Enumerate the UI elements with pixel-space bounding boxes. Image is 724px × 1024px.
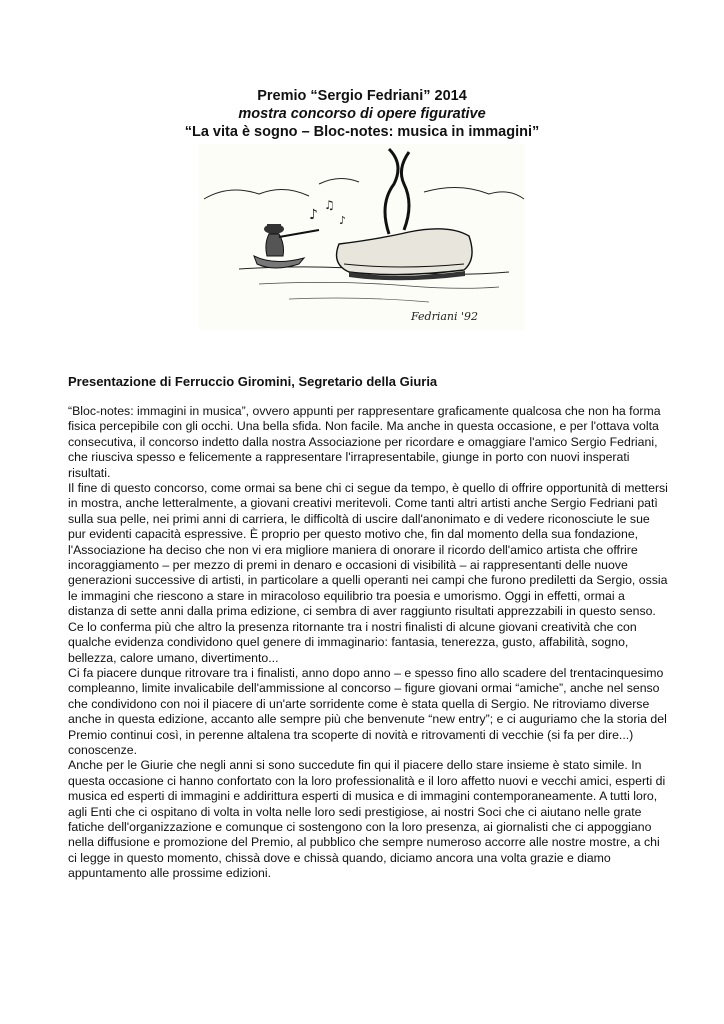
paragraph-4: Ci fa piacere dunque ritrovare tra i finalisti, anno dopo anno – e spesso fino allo scadere del trentacinquesimo compleanno, limite invalicabile dell'ammissione al concorso – figure giovani ormai “amiche”, anche nel senso che condividono con noi il piacere di un'arte sorridente come è stata quella di Sergio. Ne ritroviamo diverse anche in questa edizione, accanto alle sempre più che benvenute “new entry”; e ci auguriamo che la storia del Premio continui così, in perenne altalena tra scoperte di novità e ritrovamenti di vecchie (si fa per dire...) conoscenze. (68, 665, 667, 757)
cartoon-illustration (199, 144, 525, 330)
paragraph-1: “Bloc-notes: immagini in musica”, ovvero appunti per rappresentare graficamente qualcosa che non ha forma fisica percepibile con gli occhi. Una bella sfida. Non facile. Ma anche in questa occasione, e per l'ottava volta consecutiva, il concorso indetto dalla nostra Associazione per ricordare e omaggiare l'amico Sergio Fedriani, che riusciva spesso e felicemente a rappresentare l'irrapresentabile, giunge in porto con nuovi insperati risultati. (68, 404, 661, 480)
svg-text:♪: ♪ (309, 207, 318, 223)
section-heading: Presentazione di Ferruccio Giromini, Segretario della Giuria (68, 374, 438, 389)
paragraph-2: Il fine di questo concorso, come ormai sa bene chi ci segue da tempo, è quello di offrire opportunità di mettersi in mostra, anche letteralmente, a giovani creativi meritevoli. Come tanti altri artisti anche Sergio Fedriani patì sulla sua pelle, nei primi anni di carriera, le difficoltà di uscire dall'anonimato e di vedere riconosciute le sue pur evidenti capacità espressive. È proprio per questo motivo che, fin dal momento della sua fondazione, l'Associazione ha deciso che non vi era migliore maniera di onorare il ricordo dell'amico artista che offrire incoraggiamento – per mezzo di premi in denaro e occasioni di visibilità – ai rappresentanti delle nuove generazioni successive di artisti, in particolare a quelli operanti nei campi che furono prediletti da Sergio, ossia le immagini che riescono a stare in miracoloso equilibrio tra poesia e umorismo. Oggi in effetti, ormai a distanza di sette anni dalla prima edizione, ci sembra di aver raggiunto risultati apprezzabili in questo senso. (68, 481, 668, 619)
title-line-3: “La vita è sogno – Bloc-notes: musica in immagini” (184, 124, 540, 140)
document-title-block (0, 87, 724, 141)
paragraph-3: Ce lo conferma più che altro la presenza ritornante tra i nostri finalisti di alcune giovani creatività che con qualche evidenza condividono quel genere di immaginario: fantasia, tenerezza, gusto, affabilità, sogno, bellezza, calore umano, divertimento... (68, 619, 637, 665)
title-line-2: mostra concorso di opere figurative (238, 106, 486, 122)
svg-text:♫: ♫ (324, 198, 335, 212)
paragraph-5: Anche per le Giurie che negli anni si sono succedute fin qui il piacere dello stare insieme è stato simile. In questa occasione ci hanno confortato con la loro professionalità e il loro affetto nuovi e vecchi amici, esperti di musica ed esperti di immagini e addirittura esperti di musica e di immagini contemporaneamente. A tutti loro, agli Enti che ci ospitano di volta in volta nelle loro sedi prestigiose, ai nostri Soci che ci aiutano nelle grate fatiche dell'organizzazione e comunque ci sostengono con la loro presenza, ai giornalisti che ci appoggiano nella diffusione e promozione del Premio, al pubblico che sempre numeroso accorre alle nostre mostre, a chi ci legge in questo momento, chissà dove e chissà quando, diciamo ancora una volta grazie e diamo appuntamento alle prossime edizioni. (68, 758, 666, 881)
title-line-1: Premio “Sergio Fedriani” 2014 (257, 88, 467, 104)
svg-text:♪: ♪ (339, 214, 347, 227)
body-text (68, 404, 668, 882)
illustration-signature: Fedriani '92 (411, 310, 479, 323)
